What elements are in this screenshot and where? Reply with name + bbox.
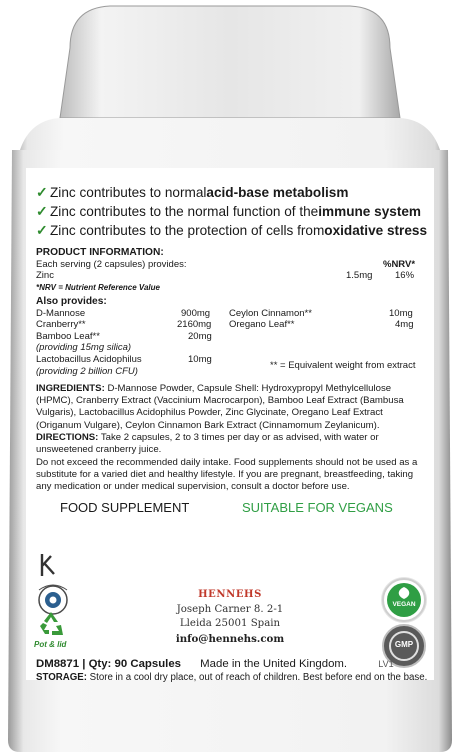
check-icon: ✓ bbox=[36, 222, 48, 238]
ingredient-name: Oregano Leaf** bbox=[229, 319, 295, 331]
directions-text: Take 2 capsules, 2 to 3 times per day or as advised, with water or unsweetened cranberry juice. bbox=[36, 432, 379, 456]
claim-text: Zinc contributes to normal bbox=[50, 185, 207, 200]
ingredient-amount: 2160mg bbox=[177, 319, 212, 331]
product-information bbox=[36, 247, 416, 293]
lot-code: LV1 bbox=[378, 659, 394, 669]
claim-oxidative bbox=[36, 221, 436, 240]
address-line-1: Joseph Carner 8. 2-1 bbox=[176, 603, 284, 615]
ingredient-amount: 20mg bbox=[188, 330, 212, 342]
also-provides-heading: Also provides: bbox=[36, 296, 107, 307]
product-info-heading: PRODUCT INFORMATION: bbox=[36, 247, 164, 258]
check-icon: ✓ bbox=[36, 184, 48, 200]
recycle-icon bbox=[36, 610, 66, 638]
company-email: info@hennehs.com bbox=[175, 632, 285, 645]
claim-text: Zinc contributes to the protection of cells from bbox=[50, 223, 325, 238]
vegan-statement: SUITABLE FOR VEGANS bbox=[242, 500, 393, 515]
bottom-line bbox=[36, 658, 394, 670]
vegan-badge-text: VEGAN bbox=[392, 601, 416, 608]
ingredient-amount: 4mg bbox=[395, 319, 414, 331]
ingredients-label: INGREDIENTS: bbox=[36, 383, 105, 394]
serving-text: Each serving (2 capsules) provides: bbox=[36, 258, 187, 270]
recycle-caption: Pot & lid bbox=[34, 640, 67, 649]
ingredient-name: D-Mannose bbox=[36, 307, 86, 319]
storage-line bbox=[36, 672, 427, 683]
address-line-2: Lleida 25001 Spain bbox=[179, 618, 281, 629]
zinc-name: Zinc bbox=[36, 270, 54, 282]
directions-label: DIRECTIONS: bbox=[36, 432, 99, 443]
storage-label: STORAGE: bbox=[36, 672, 87, 683]
claim-immune bbox=[36, 202, 436, 221]
warning-paragraph: Do not exceed the recommended daily intake. Food supplements should not be used as a substitute for a varied diet and healthy lifestyle. If you are pregnant, breastfeeding, taking any medication or under medical supervision, consult a doctor before use. bbox=[36, 457, 418, 493]
nrv-header: %NRV* bbox=[383, 258, 416, 270]
ingredients-paragraph bbox=[36, 383, 424, 432]
company-name: HENNEHS bbox=[198, 589, 262, 600]
bottle-cap bbox=[60, 6, 400, 118]
health-claims bbox=[36, 183, 436, 240]
ingredient-amount: 900mg bbox=[181, 307, 211, 319]
ingredient-note: (providing 2 billion CFU) bbox=[36, 365, 138, 377]
leaf-icon bbox=[395, 586, 413, 600]
product-code: DM8871 | Qty: 90 Capsules bbox=[36, 658, 181, 670]
made-in: Made in the United Kingdom. bbox=[200, 658, 348, 670]
equiv-note: ** = Equivalent weight from extract bbox=[270, 360, 416, 371]
company-address bbox=[150, 588, 310, 646]
ingredients-text: D-Mannose Powder, Capsule Shell: Hydroxypropyl Methylcellulose (HPMC), Cranberry Extract (Vaccinium Macrocarpon), Bamboo Leaf Extract (Bambusa Vulgaris), Lactobacillus Acidophilus Powder, Zinc Glycinate, Oregano Leaf Extract (Origanum Vulgare), Ceylon Cinnamon Bark Extract (Cinnamomum Zeylanicum). bbox=[36, 383, 404, 431]
zinc-nrv: 16% bbox=[395, 270, 415, 282]
ingredient-amount: 10mg bbox=[389, 307, 413, 319]
claim-bold: oxidative stress bbox=[324, 223, 428, 238]
ingredient-note: (providing 15mg silica) bbox=[36, 342, 132, 354]
ingredient-name: Cranberry** bbox=[36, 319, 86, 331]
claim-bold: acid-base metabolism bbox=[206, 185, 349, 200]
claim-text: Zinc contributes to the normal function of the bbox=[50, 204, 319, 219]
ingredient-name: Ceylon Cinnamon** bbox=[229, 307, 312, 319]
claim-bold: immune system bbox=[318, 204, 421, 219]
ingredient-name: Lactobacillus Acidophilus bbox=[36, 353, 142, 365]
ingredient-name: Bamboo Leaf** bbox=[36, 330, 100, 342]
directions-paragraph bbox=[36, 432, 424, 456]
nrv-note: *NRV = Nutrient Reference Value bbox=[36, 282, 160, 292]
food-supplement-text: FOOD SUPPLEMENT bbox=[60, 500, 190, 515]
storage-text: Store in a cool dry place, out of reach of children. Best before end on the base. bbox=[89, 672, 428, 683]
check-icon: ✓ bbox=[36, 203, 48, 219]
ingredient-amount: 10mg bbox=[188, 353, 212, 365]
vegan-badge-icon bbox=[382, 578, 426, 622]
claim-acid-base bbox=[36, 183, 436, 202]
gmp-badge-text: GMP bbox=[394, 640, 414, 649]
zinc-amount: 1.5mg bbox=[346, 270, 373, 282]
